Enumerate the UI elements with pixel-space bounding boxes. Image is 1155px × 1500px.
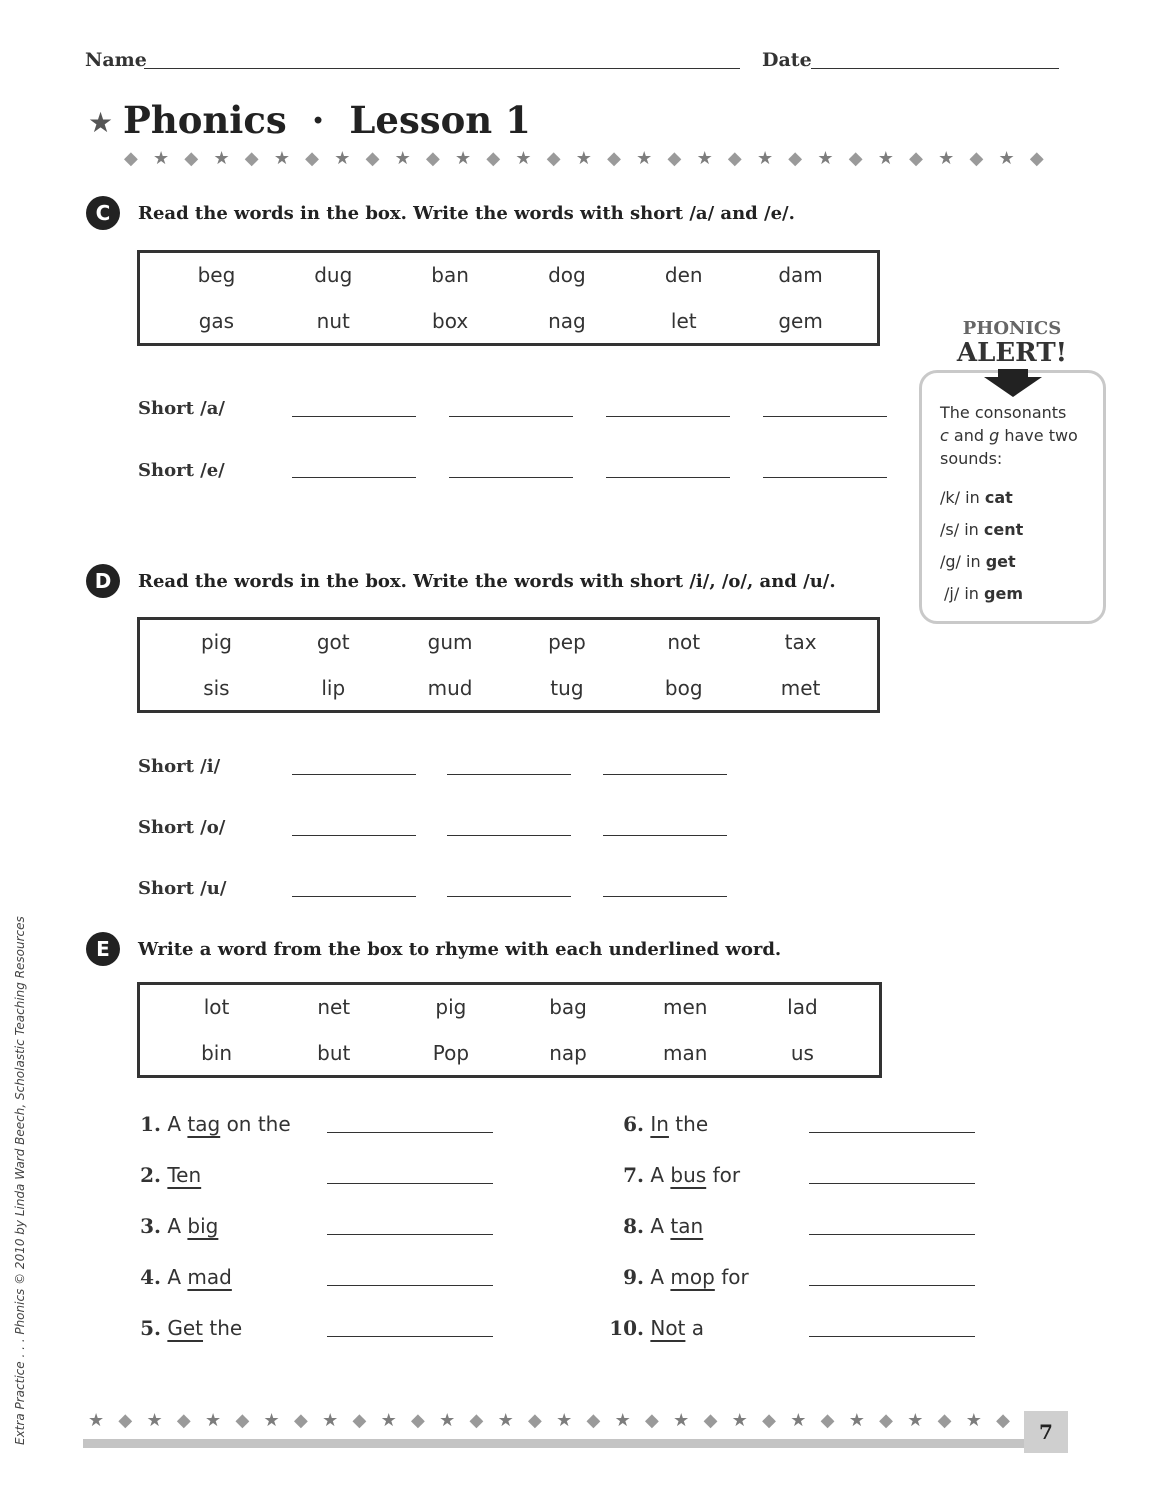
rhyme-item xyxy=(606,1163,740,1187)
star-icon: ★ xyxy=(614,1410,631,1431)
section-d-instruction: Read the words in the box. Write the words with short /i/, /o/, and /u/. xyxy=(138,571,836,592)
word-box-word: man xyxy=(663,1041,708,1065)
star-icon: ★ xyxy=(497,1410,514,1431)
rhyme-item xyxy=(606,1214,703,1238)
diamond-icon: ◆ xyxy=(352,1410,367,1431)
name-label: Name xyxy=(85,49,147,71)
page-number: 7 xyxy=(1024,1411,1068,1453)
word-box-word: men xyxy=(663,995,708,1019)
rhyme-item xyxy=(135,1214,218,1238)
answer-blank[interactable] xyxy=(763,477,887,478)
diamond-icon: ◆ xyxy=(305,148,320,169)
word-box-word: met xyxy=(780,676,821,700)
word-box-word: nag xyxy=(548,309,586,333)
item-number: 10. xyxy=(609,1316,644,1340)
short-u-label: Short /u/ xyxy=(138,878,227,899)
diamond-icon: ◆ xyxy=(879,1410,893,1431)
diamond-icon: ◆ xyxy=(607,148,621,169)
rhyme-item xyxy=(606,1316,704,1340)
item-number: 9. xyxy=(623,1265,644,1289)
word-box-word: bag xyxy=(549,995,587,1019)
word-box-word: nap xyxy=(549,1041,587,1065)
diamond-icon: ◆ xyxy=(667,148,682,169)
word-box-word: dug xyxy=(314,263,353,287)
rhyme-item xyxy=(135,1265,232,1289)
alert-sound: /j/ in gem xyxy=(944,584,1023,603)
star-icon: ★ xyxy=(731,1410,748,1431)
word-box-word: nut xyxy=(316,309,350,333)
answer-blank[interactable] xyxy=(447,774,571,775)
star-icon: ★ xyxy=(998,148,1015,169)
arrow-down-icon xyxy=(984,369,1042,397)
underlined-word: mad xyxy=(187,1265,232,1289)
item-text: A xyxy=(650,1163,665,1187)
word-box-word: Pop xyxy=(432,1041,470,1065)
star-icon: ★ xyxy=(696,148,713,169)
answer-line[interactable] xyxy=(327,1234,493,1235)
section-d-badge: D xyxy=(86,564,120,598)
diamond-icon: ◆ xyxy=(184,148,199,169)
item-text: the xyxy=(675,1112,709,1136)
item-text: a xyxy=(691,1316,705,1340)
item-text: on the xyxy=(226,1112,291,1136)
underlined-word: Not xyxy=(650,1316,686,1340)
underlined-word: tan xyxy=(670,1214,704,1238)
star-icon: ★ xyxy=(636,148,653,169)
word-box-word: dog xyxy=(548,263,586,287)
decorative-band-top xyxy=(124,150,1044,168)
underlined-word: Get xyxy=(167,1316,204,1340)
star-icon: ★ xyxy=(556,1410,573,1431)
section-c-word-box xyxy=(137,250,880,346)
word-box-word: tug xyxy=(550,676,584,700)
word-box-word: pig xyxy=(200,630,232,654)
star-icon: ★ xyxy=(455,148,472,169)
word-box-word: net xyxy=(317,995,351,1019)
section-d-word-box xyxy=(137,617,880,713)
item-number: 8. xyxy=(623,1214,644,1238)
underlined-word: mop xyxy=(670,1265,715,1289)
item-number: 3. xyxy=(140,1214,161,1238)
word-box-word: lad xyxy=(787,995,818,1019)
underlined-word: tag xyxy=(187,1112,221,1136)
alert-text xyxy=(940,401,1100,470)
section-e-word-box xyxy=(137,982,882,1078)
star-icon: ★ xyxy=(817,148,834,169)
answer-blank[interactable] xyxy=(606,477,730,478)
diamond-icon: ◆ xyxy=(820,1410,835,1431)
word-box-word: box xyxy=(432,309,469,333)
alert-sound: /s/ in cent xyxy=(940,520,1024,539)
answer-line[interactable] xyxy=(327,1132,493,1133)
rhyme-item xyxy=(135,1316,242,1340)
item-text: for xyxy=(712,1163,741,1187)
diamond-icon: ◆ xyxy=(486,148,501,169)
answer-blank[interactable] xyxy=(449,416,573,417)
alert-title-alert: ALERT! xyxy=(956,338,1068,368)
answer-line[interactable] xyxy=(809,1336,975,1337)
underlined-word: big xyxy=(187,1214,219,1238)
alert-title-phonics: PHONICS xyxy=(962,318,1062,339)
word-box-word: but xyxy=(317,1041,351,1065)
item-number: 5. xyxy=(140,1316,161,1340)
item-number: 2. xyxy=(140,1163,161,1187)
word-box-word: got xyxy=(316,630,350,654)
section-e-instruction: Write a word from the box to rhyme with each underlined word. xyxy=(138,939,782,960)
word-box-word: let xyxy=(670,309,697,333)
short-a-label: Short /a/ xyxy=(138,398,225,419)
word-box-word: den xyxy=(664,263,703,287)
answer-blank[interactable] xyxy=(447,896,571,897)
diamond-icon: ◆ xyxy=(124,148,138,169)
diamond-icon: ◆ xyxy=(528,1410,542,1431)
answer-blank[interactable] xyxy=(447,835,571,836)
short-i-label: Short /i/ xyxy=(138,756,221,777)
word-box-word: tax xyxy=(784,630,817,654)
name-field[interactable] xyxy=(144,68,740,69)
star-icon: ★ xyxy=(146,1410,163,1431)
star-icon: ★ xyxy=(848,1410,865,1431)
answer-blank[interactable] xyxy=(292,835,416,836)
title-subject: Phonics xyxy=(123,98,287,142)
star-icon: ★ xyxy=(673,1410,690,1431)
word-box-word: bog xyxy=(664,676,703,700)
word-box-word: dam xyxy=(778,263,823,287)
diamond-icon: ◆ xyxy=(410,1410,425,1431)
star-icon: ★ xyxy=(790,1410,807,1431)
answer-blank[interactable] xyxy=(763,416,887,417)
diamond-icon: ◆ xyxy=(176,1410,191,1431)
word-box-word: beg xyxy=(197,263,236,287)
answer-line[interactable] xyxy=(809,1132,975,1133)
star-icon: ★ xyxy=(965,1410,982,1431)
star-icon: ★ xyxy=(394,148,411,169)
word-box-word: gum xyxy=(427,630,473,654)
star-icon: ★ xyxy=(153,148,170,169)
diamond-icon: ◆ xyxy=(645,1410,659,1431)
alert-text-2: have two xyxy=(1004,426,1078,445)
footer-bar xyxy=(83,1439,1025,1448)
diamond-icon: ◆ xyxy=(909,148,923,169)
alert-text-3: sounds: xyxy=(940,449,1003,468)
answer-line[interactable] xyxy=(809,1234,975,1235)
star-icon: ★ xyxy=(273,148,290,169)
copyright-credit: Extra Practice . . . Phonics © 2010 by Linda Ward Beech, Scholastic Teaching Resources xyxy=(13,916,27,1445)
word-box-word: gas xyxy=(198,309,235,333)
word-box-word: us xyxy=(790,1041,814,1065)
date-label: Date xyxy=(762,49,812,71)
underlined-word: In xyxy=(650,1112,669,1136)
star-icon: ★ xyxy=(213,148,230,169)
section-c-instruction: Read the words in the box. Write the words with short /a/ and /e/. xyxy=(138,203,795,224)
section-c-badge: C xyxy=(86,196,120,230)
item-number: 4. xyxy=(140,1265,161,1289)
word-box-word: bin xyxy=(201,1041,233,1065)
answer-blank[interactable] xyxy=(292,477,416,478)
answer-blank[interactable] xyxy=(292,896,416,897)
alert-sound: /g/ in get xyxy=(940,552,1016,571)
star-icon: ★ xyxy=(88,1410,105,1431)
word-box-word: lot xyxy=(203,995,230,1019)
answer-blank[interactable] xyxy=(603,896,727,897)
title-dot: · xyxy=(311,98,325,142)
underlined-word: Ten xyxy=(167,1163,202,1187)
answer-line[interactable] xyxy=(327,1183,493,1184)
diamond-icon: ◆ xyxy=(118,1410,133,1431)
star-icon: ★ xyxy=(263,1410,280,1431)
answer-line[interactable] xyxy=(809,1183,975,1184)
diamond-icon: ◆ xyxy=(293,1410,308,1431)
item-number: 1. xyxy=(140,1112,161,1136)
word-box-word: gem xyxy=(778,309,823,333)
diamond-icon: ◆ xyxy=(244,148,259,169)
star-icon: ★ xyxy=(907,1410,924,1431)
short-o-label: Short /o/ xyxy=(138,817,226,838)
diamond-icon: ◆ xyxy=(703,1410,718,1431)
answer-blank[interactable] xyxy=(449,477,573,478)
star-icon: ★ xyxy=(380,1410,397,1431)
rhyme-item xyxy=(135,1163,201,1187)
diamond-icon: ◆ xyxy=(235,1410,250,1431)
answer-blank[interactable] xyxy=(603,774,727,775)
diamond-icon: ◆ xyxy=(1029,148,1044,169)
item-number: 6. xyxy=(623,1112,644,1136)
answer-blank[interactable] xyxy=(606,416,730,417)
item-text: the xyxy=(209,1316,243,1340)
star-icon: ★ xyxy=(205,1410,222,1431)
answer-line[interactable] xyxy=(327,1336,493,1337)
star-icon: ★ xyxy=(334,148,351,169)
word-box-word: mud xyxy=(427,676,473,700)
title-lesson: Lesson 1 xyxy=(349,98,531,142)
section-e-badge: E xyxy=(86,932,120,966)
diamond-icon: ◆ xyxy=(469,1410,484,1431)
item-text: A xyxy=(167,1214,182,1238)
star-icon: ★ xyxy=(439,1410,456,1431)
decorative-band-bottom xyxy=(88,1412,1010,1430)
word-box-word: lip xyxy=(321,676,346,700)
diamond-icon: ◆ xyxy=(848,148,863,169)
item-text: A xyxy=(650,1265,665,1289)
star-icon: ★ xyxy=(756,148,774,169)
star-icon: ★ xyxy=(515,148,532,169)
item-text: A xyxy=(167,1265,182,1289)
word-box-word: not xyxy=(667,630,701,654)
diamond-icon: ◆ xyxy=(425,148,440,169)
diamond-icon: ◆ xyxy=(996,1410,1010,1431)
item-text: for xyxy=(721,1265,749,1289)
answer-blank[interactable] xyxy=(292,774,416,775)
alert-letter-g: g xyxy=(989,426,1000,445)
alert-letter-c: c xyxy=(940,426,949,445)
star-icon: ★ xyxy=(938,148,955,169)
page-title xyxy=(123,98,531,142)
diamond-icon: ◆ xyxy=(546,148,561,169)
short-e-label: Short /e/ xyxy=(138,460,225,481)
diamond-icon: ◆ xyxy=(788,148,803,169)
star-icon: ★ xyxy=(877,148,894,169)
word-box-word: ban xyxy=(431,263,469,287)
word-box-word: pig xyxy=(435,995,467,1019)
word-box-word: pep xyxy=(548,630,586,654)
star-icon: ★ xyxy=(575,148,592,169)
item-text: A xyxy=(167,1112,182,1136)
star-icon: ★ xyxy=(88,106,114,139)
item-number: 7. xyxy=(623,1163,644,1187)
rhyme-item xyxy=(606,1265,749,1289)
alert-text-and: and xyxy=(953,426,984,445)
underlined-word: bus xyxy=(670,1163,707,1187)
diamond-icon: ◆ xyxy=(365,148,380,169)
alert-text-1: The consonants xyxy=(940,403,1067,422)
diamond-icon: ◆ xyxy=(762,1410,776,1431)
diamond-icon: ◆ xyxy=(937,1410,952,1431)
answer-line[interactable] xyxy=(327,1285,493,1286)
answer-blank[interactable] xyxy=(292,416,416,417)
diamond-icon: ◆ xyxy=(727,148,742,169)
date-field[interactable] xyxy=(811,68,1059,69)
answer-blank[interactable] xyxy=(603,835,727,836)
rhyme-item xyxy=(606,1112,708,1136)
answer-line[interactable] xyxy=(809,1285,975,1286)
item-text: A xyxy=(650,1214,665,1238)
star-icon: ★ xyxy=(322,1410,339,1431)
word-box-word: sis xyxy=(203,676,230,700)
diamond-icon: ◆ xyxy=(586,1410,601,1431)
alert-sound: /k/ in cat xyxy=(940,488,1013,507)
rhyme-item xyxy=(135,1112,291,1136)
diamond-icon: ◆ xyxy=(969,148,984,169)
